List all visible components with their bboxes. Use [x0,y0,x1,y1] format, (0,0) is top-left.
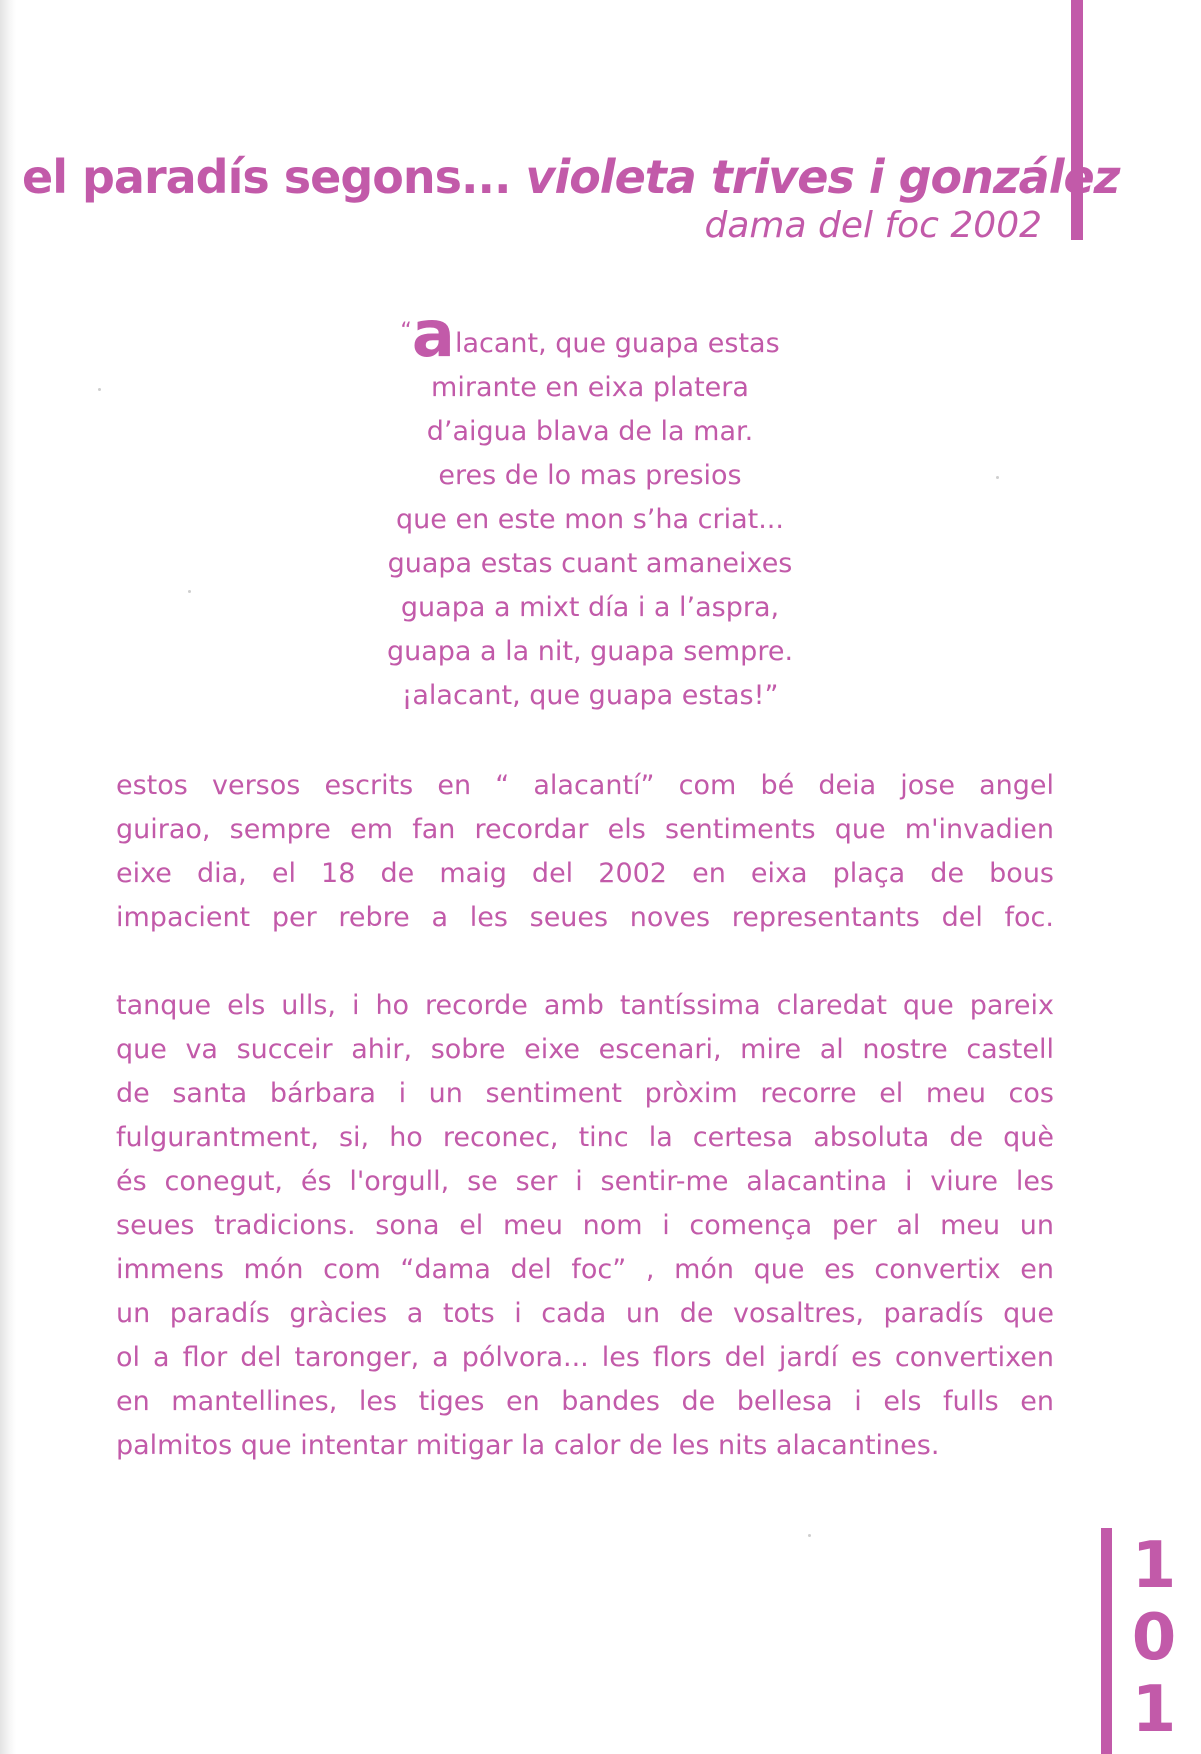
page-number-digit: 1 [1131,1673,1177,1747]
page-number [1124,1530,1184,1746]
poem-line: guapa estas cuant amaneixes [387,548,793,579]
title-name: violeta trives i gonzález [525,150,1120,204]
paragraph-line: ol a flor del taronger, a pólvora... les flors del jardí es convertixen [116,1342,1054,1373]
page-title [22,150,1120,204]
poem-line: eres de lo mas presios [438,460,742,491]
poem-line-text: lacant, que guapa estas [454,328,780,359]
poem-line: d’aigua blava de la mar. [426,416,754,447]
poem-line: mirante en eixa platera [431,372,749,403]
paragraph-line: impacient per rebre a les seues noves representants del foc. [116,902,1054,933]
paragraph-line: guirao, sempre em fan recordar els sentiments que m'invadien [116,814,1054,845]
poem [290,298,890,718]
paragraph-line: en mantellines, les tiges en bandes de bellesa i els fulls en [116,1386,1054,1417]
scan-speck [996,476,999,479]
poem-line: que en este mon s’ha criat... [396,504,784,535]
paragraph-1 [116,764,1054,940]
paragraph-line: palmitos que intentar mitigar la calor de les nits alacantines. [116,1430,940,1461]
accent-bar-bottom [1101,1528,1112,1754]
page-number-digit: 0 [1131,1601,1177,1675]
poem-line: guapa a la nit, guapa sempre. [386,636,794,667]
scan-speck [98,388,101,391]
poem-line [290,298,890,372]
scan-speck [188,590,191,593]
accent-bar-top [1071,0,1083,240]
paragraph-line: de santa bárbara i un sentiment pròxim recorre el meu cos [116,1078,1054,1109]
scan-speck [808,1534,811,1537]
paragraph-line: fulgurantment, si, ho reconec, tinc la certesa absoluta de què [116,1122,1054,1153]
poem-line: guapa a mixt día i a l’aspra, [400,592,780,623]
paragraph-line: eixe dia, el 18 de maig del 2002 en eixa plaça de bous [116,858,1054,889]
poem-drop-cap: a [411,298,455,372]
paragraph-line: seues tradicions. sona el meu nom i comença per al meu un [116,1210,1054,1241]
page-subtitle: dama del foc 2002 [704,205,1042,246]
page-number-digit: 1 [1131,1529,1177,1603]
binding-shadow [0,0,16,1754]
paragraph-2 [116,984,1054,1468]
paragraph-line: immens món com “dama del foc” , món que es convertix en [116,1254,1054,1285]
title-lead: el paradís segons... [22,150,511,204]
paragraph-line: és conegut, és l'orgull, se ser i sentir-me alacantina i viure les [116,1166,1054,1197]
poem-open-quote: “ [400,319,412,344]
paragraph-line: un paradís gràcies a tots i cada un de vosaltres, paradís que [116,1298,1054,1329]
paragraph-line: que va succeir ahir, sobre eixe escenari, mire al nostre castell [116,1034,1054,1065]
paragraph-line: tanque els ulls, i ho recorde amb tantíssima claredat que pareix [116,990,1054,1021]
poem-line: ¡alacant, que guapa estas!” [401,680,779,711]
paragraph-line: estos versos escrits en “ alacantí” com bé deia jose angel [116,770,1054,801]
